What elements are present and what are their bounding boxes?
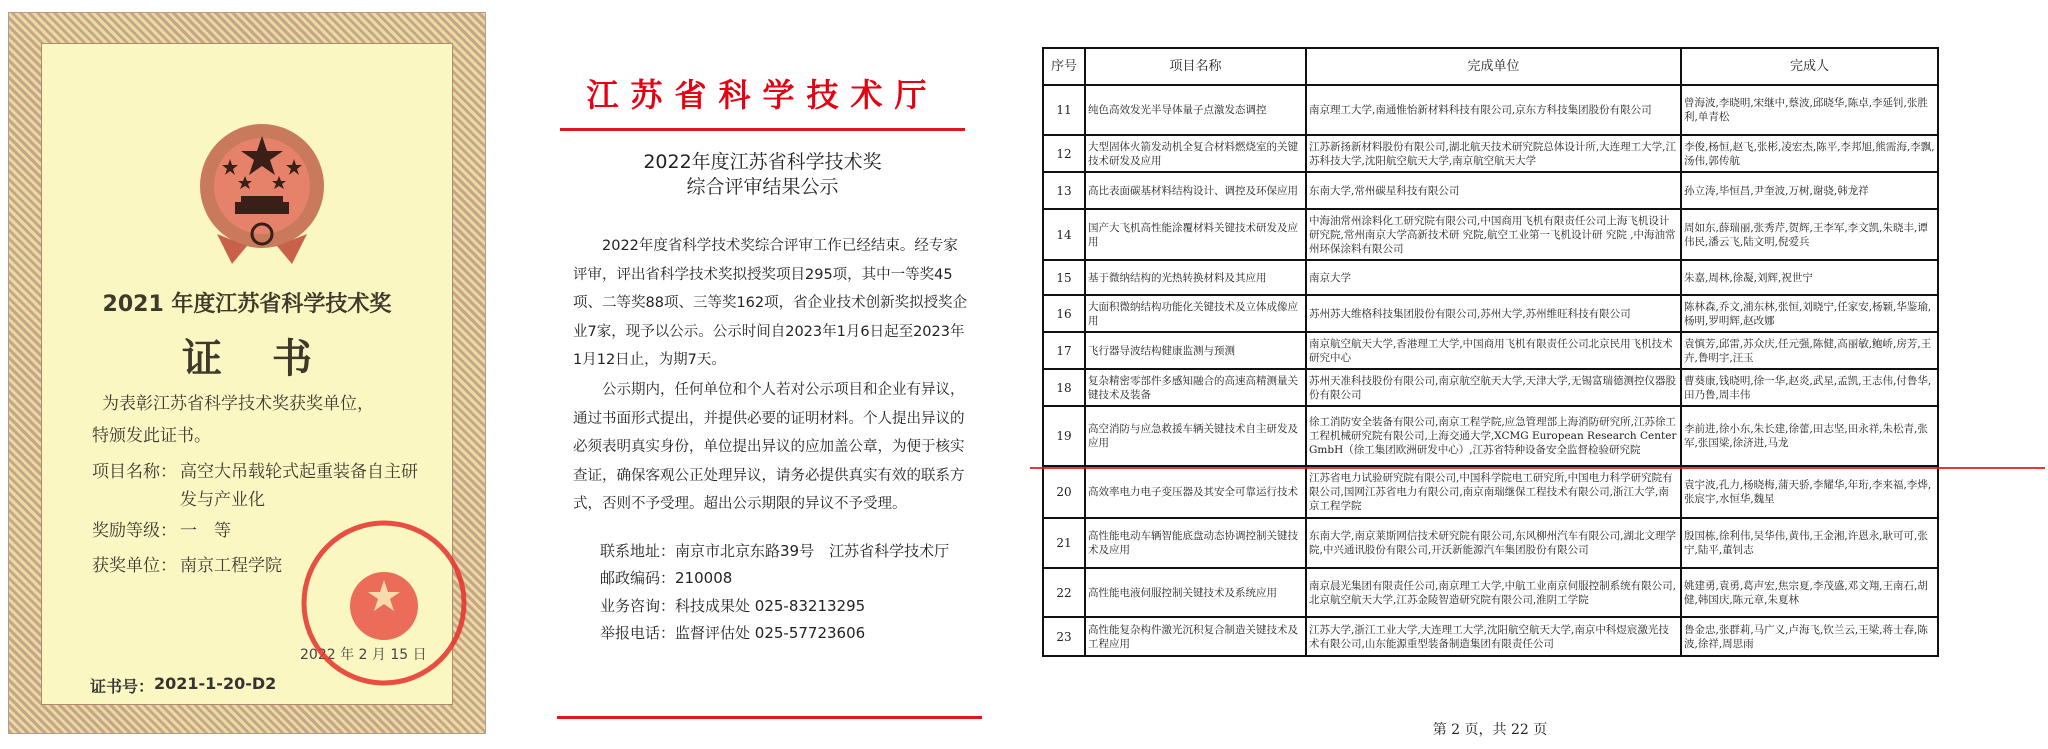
project-name: 高效率电力电子变压器及其安全可靠运行技术 <box>1085 466 1306 518</box>
project-name: 高空消防与应急救援车辆关键技术自主研发及应用 <box>1085 406 1306 466</box>
completing-people: 孙立涛,毕恒昌,尹奎波,万树,谢骁,韩龙祥 <box>1681 172 1938 209</box>
table-row <box>1043 617 1938 656</box>
project-name: 高性能复杂构件激光沉积复合制造关键技术及工程应用 <box>1085 617 1306 656</box>
table-row <box>1043 260 1938 295</box>
certificate-heading: 证书 <box>182 336 362 382</box>
contact-postcode <box>600 567 732 588</box>
project-value-line2: 发与产业化 <box>180 490 265 510</box>
completing-units: 南京大学 <box>1306 260 1681 295</box>
certificate-date: 2022 年 2 月 15 日 <box>300 647 427 663</box>
contact-address <box>600 540 949 561</box>
subtitle-line2: 综合评审结果公示 <box>686 176 839 198</box>
project-name: 飞行器导波结构健康监测与预测 <box>1085 332 1306 369</box>
completing-units: 南京理工大学,南通惟怡新材料科技有限公司,京东方科技集团股份有限公司 <box>1306 85 1681 135</box>
contact-value: 监督评估处 025-57723606 <box>675 624 866 642</box>
completing-people: 李俊,杨恒,赵飞,张彬,凌宏杰,陈平,李邦旭,熊需海,李飘,汤伟,郭传航 <box>1681 135 1938 172</box>
table-row <box>1043 518 1938 568</box>
completing-people: 周如东,薛瑞丽,张秀芹,贺辉,王李军,李文凯,朱晓丰,谭伟民,潘云飞,陆文明,倪爱兵 <box>1681 209 1938 260</box>
row-number: 14 <box>1043 209 1085 260</box>
unit-label: 获奖单位： <box>92 556 177 576</box>
completing-people: 曾海波,李晓明,宋继中,蔡波,邱晓华,陈卓,李延钊,张胜利,单青松 <box>1681 85 1938 135</box>
completing-units: 东南大学,南京莱斯网信技术研究院有限公司,东风柳州汽车有限公司,湖北文理学院,中兴通讯股份有限公司,开沃新能源汽车集团股份有限公司 <box>1306 518 1681 568</box>
org-title: 江苏省科学技术厅 <box>586 76 939 114</box>
completing-units: 苏州天准科技股份有限公司,南京航空航天大学,天津大学,无锡富瑞德测控仪器股份有限公司 <box>1306 369 1681 406</box>
announcement-paragraph-2: 公示期内，任何单位和个人若对公示项目和企业有异议，通过书面形式提出，并提供必要的证明材料。个人提出异议的必须表明真实身份，单位提出异议的应加盖公章，为便于核实查证，确保客观公正处理异议，请务必提供真实有效的联系方式，否则不予受理。超出公示期限的异议不予受理。 <box>573 382 965 512</box>
completing-people: 袁慎芳,邱雷,苏众庆,任元强,陈健,高丽敏,鲍峤,房芳,王卉,鲁明宇,汪玉 <box>1681 332 1938 369</box>
row-number: 15 <box>1043 260 1085 295</box>
contact-value: 南京市北京东路39号 江苏省科学技术厅 <box>675 542 950 560</box>
project-name: 国产大飞机高性能涂覆材料关键技术研发及应用 <box>1085 209 1306 260</box>
table-row <box>1043 209 1938 260</box>
contact-label: 业务咨询： <box>600 597 676 615</box>
contact-value: 科技成果处 025-83213295 <box>675 597 866 615</box>
header-divider <box>560 128 965 131</box>
row-number: 16 <box>1043 295 1085 332</box>
row-number: 19 <box>1043 406 1085 466</box>
completing-people: 李前进,徐小东,朱长建,徐蕾,田志坚,田永祥,朱松青,张军,张国梁,徐济进,马龙 <box>1681 406 1938 466</box>
certificate-number-label: 证书号： <box>90 677 155 696</box>
header-people: 完成人 <box>1681 48 1938 85</box>
completing-people: 鲁金忠,张群莉,马广义,卢海飞,钦兰云,王梁,蒋士春,陈波,徐祥,周思雨 <box>1681 617 1938 656</box>
completing-units: 苏州苏大维格科技集团股份有限公司,苏州大学,苏州维旺科技有限公司 <box>1306 295 1681 332</box>
project-name: 高比表面碳基材料结构设计、调控及环保应用 <box>1085 172 1306 209</box>
table-row <box>1043 172 1938 209</box>
contact-value: 210008 <box>675 569 733 587</box>
table-row <box>1043 135 1938 172</box>
header-project: 项目名称 <box>1085 48 1306 85</box>
contact-label: 邮政编码： <box>600 569 676 587</box>
national-emblem-icon <box>197 114 327 284</box>
announcement-subtitle <box>560 150 965 200</box>
table-header-row <box>1043 48 1938 85</box>
announcement-paragraph-1: 2022年度省科学技术奖综合评审工作已经结束。经专家评审，评出省科学技术奖拟授奖项目295项，其中一等奖45项、二等奖88项、三等奖162项，省企业技术创新奖拟授奖企业7家，现予以公示。公示时间自2023年1月6日起至2023年1月12日止，为期7天。 <box>573 238 968 368</box>
level-label: 奖励等级： <box>92 521 177 541</box>
completing-units: 中海油常州涂料化工研究院有限公司,中国商用飞机有限责任公司上海飞机设计研究院,常州南京大学高新技术研 究院,航空工业第一飞机设计研 究院 ,中海油常州环保涂料有限公司 <box>1306 209 1681 260</box>
completing-people: 殷国栋,徐利伟,吴华伟,黄伟,王金湘,许恩永,耿可可,张宁,陆平,董钊志 <box>1681 518 1938 568</box>
completing-units: 东南大学,常州碳星科技有限公司 <box>1306 172 1681 209</box>
unit-value: 南京工程学院 <box>180 556 282 576</box>
completing-people: 袁宇波,孔力,杨晓梅,蒲天骄,李耀华,年珩,李来福,李烨,张宸宇,水恒华,魏星 <box>1681 466 1938 518</box>
contact-label: 举报电话： <box>600 624 676 642</box>
project-name: 复杂精密零部件多感知融合的高速高精测量关键技术及装备 <box>1085 369 1306 406</box>
level-value: 一 等 <box>180 521 231 541</box>
completing-people: 陈林森,乔文,浦东林,张恒,刘晓宁,任家安,杨颖,华鉴瑜,杨明,罗明辉,赵改娜 <box>1681 295 1938 332</box>
certificate-intro-line2: 特颁发此证书。 <box>92 426 211 446</box>
table-row <box>1043 568 1938 617</box>
completing-people: 姚建勇,袁勇,葛声宏,焦宗夏,李茂盛,邓文翔,王南石,胡健,韩国庆,陈元章,朱夏林 <box>1681 568 1938 617</box>
completing-people: 朱嘉,周林,徐凝,刘辉,祝世宁 <box>1681 260 1938 295</box>
project-name: 高性能电动车辆智能底盘动态协调控制关键技术及应用 <box>1085 518 1306 568</box>
completing-units: 江苏省电力试验研究院有限公司,中国科学院电工研究所,中国电力科学研究院有限公司,国网江苏省电力有限公司,南京南瑞继保工程技术有限公司,浙江大学,南京工程学院 <box>1306 466 1681 518</box>
row-number: 20 <box>1043 466 1085 518</box>
row-number: 18 <box>1043 369 1085 406</box>
table-row <box>1043 332 1938 369</box>
row-number: 11 <box>1043 85 1085 135</box>
table-row <box>1043 369 1938 406</box>
contact-inquiry <box>600 595 865 616</box>
project-name: 纯色高效发光半导体量子点激发态调控 <box>1085 85 1306 135</box>
completing-units: 南京晨光集团有限责任公司,南京理工大学,中航工业南京伺服控制系统有限公司,北京航空航天大学,江苏金陵智造研究院有限公司,淮阴工学院 <box>1306 568 1681 617</box>
contact-label: 联系地址： <box>600 542 676 560</box>
certificate-title: 2021 年度江苏省科学技术奖 <box>102 292 392 317</box>
highlight-line <box>1030 467 2045 469</box>
footer-divider <box>557 716 982 719</box>
project-name: 高性能电液伺服控制关键技术及系统应用 <box>1085 568 1306 617</box>
row-number: 23 <box>1043 617 1085 656</box>
row-number: 12 <box>1043 135 1085 172</box>
project-label: 项目名称： <box>92 462 177 482</box>
award-list-table <box>1042 47 1939 657</box>
government-seal-icon <box>299 518 469 688</box>
page-indicator: 第 2 页，共 22 页 <box>1432 722 1548 738</box>
contact-report <box>600 622 865 643</box>
completing-units: 南京航空航天大学,香港理工大学,中国商用飞机有限责任公司北京民用飞机技术研究中心 <box>1306 332 1681 369</box>
project-value-line1: 高空大吊载轮式起重装备自主研 <box>180 462 418 482</box>
award-certificate <box>8 12 486 734</box>
subtitle-line1: 2022年度江苏省科学技术奖 <box>643 151 882 173</box>
project-name: 大面积微纳结构功能化关键技术及立体成像应用 <box>1085 295 1306 332</box>
row-number: 22 <box>1043 568 1085 617</box>
table-row <box>1043 295 1938 332</box>
project-name: 基于微纳结构的光热转换材料及其应用 <box>1085 260 1306 295</box>
completing-people: 曹葵康,钱晓明,徐一华,赵炎,武星,孟凯,王志伟,付鲁华,田乃鲁,周丰伟 <box>1681 369 1938 406</box>
row-number: 13 <box>1043 172 1085 209</box>
header-seq: 序号 <box>1043 48 1085 85</box>
row-number: 17 <box>1043 332 1085 369</box>
header-units: 完成单位 <box>1306 48 1681 85</box>
row-number: 21 <box>1043 518 1085 568</box>
completing-units: 江苏大学,浙江工业大学,大连理工大学,沈阳航空航天大学,南京中科煜宸激光技术有限公司,山东能源重型装备制造集团有限责任公司 <box>1306 617 1681 656</box>
certificate-intro-line1: 为表彰江苏省科学技术奖获奖单位， <box>102 394 374 414</box>
table-row <box>1043 406 1938 466</box>
certificate-number: 2021-1-20-D2 <box>154 674 277 693</box>
completing-units: 徐工消防安全装备有限公司,南京工程学院,应急管理部上海消防研究所,江苏徐工工程机械研究院有限公司,上海交通大学,XCMG European Research Center GmbH（徐工集团欧洲研发中心）,江苏省特种设备安全监督检验研究院 <box>1306 406 1681 466</box>
completing-units: 江苏新扬新材料股份有限公司,湖北航天技术研究院总体设计所,大连理工大学,江苏科技大学,沈阳航空航天大学,南京航空航天大学 <box>1306 135 1681 172</box>
table-row <box>1043 85 1938 135</box>
table-row <box>1043 466 1938 518</box>
project-name: 大型固体火箭发动机全复合材料燃烧室的关键技术研发及应用 <box>1085 135 1306 172</box>
